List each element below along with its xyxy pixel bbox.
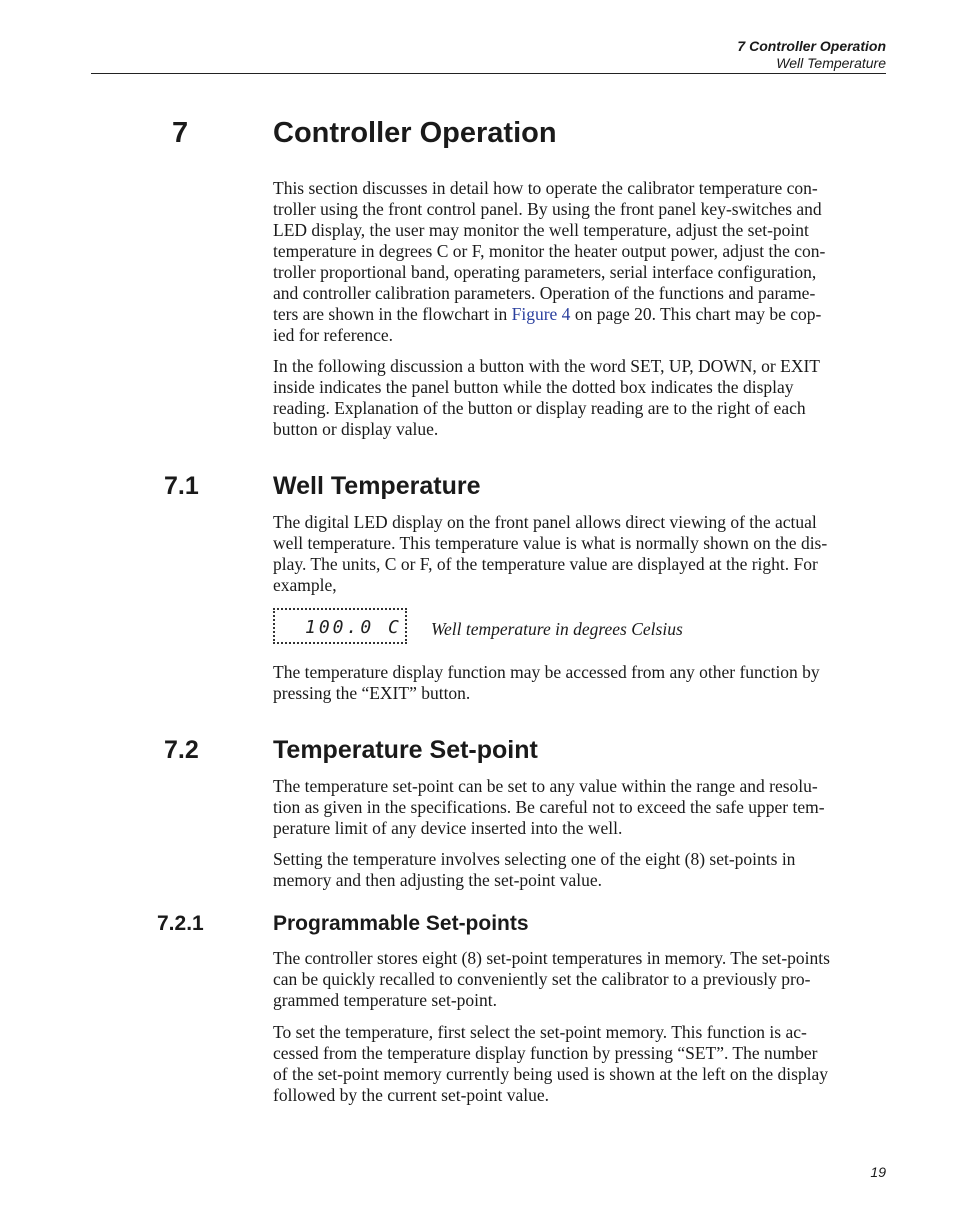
section-7-2-paragraph-2: Setting the temperature involves selecting one of the eight (8) set-points in memory and then adjusting the set-point value. [273,849,796,890]
section-7-1-paragraph-1: The digital LED display on the front panel allows direct viewing of the actual well temperature. This temperature value is what is normally shown on the dis- play. The units, C or F, of the temperature value are displayed at the right. For example, [273,512,828,595]
section-7-1-paragraph-2: The temperature display function may be accessed from any other function by pressing the “EXIT” button. [273,662,820,703]
section-number: 7.2 [164,736,199,764]
led-display-reading [273,608,407,644]
section-number: 7.2.1 [157,912,204,935]
section-7-2-1-paragraph-1: The controller stores eight (8) set-point temperatures in memory. The set-points can be quickly recalled to conveniently set the calibrator to a previously pro- grammed temperature set-point. [273,948,830,1010]
chapter-number: 7 [172,117,189,149]
page-number: 19 [870,1164,886,1180]
section-title: Programmable Set-points [273,912,529,935]
figure-4-link[interactable]: Figure 4 [511,304,571,324]
running-head-section: Well Temperature [776,55,886,71]
chapter-title: Controller Operation [273,117,557,149]
display-value: 100.0 C [305,617,402,638]
section-7-2-paragraph-1: The temperature set-point can be set to any value within the range and resolu- tion as given in the specifications. Be careful not to exceed the safe upper tem- perature limit of any device inserted into the well. [273,776,825,838]
running-head-chapter: 7 Controller Operation [737,38,886,54]
intro-paragraph-1: This section discusses in detail how to operate the calibrator temperature con- troller using the front control panel. By using the front panel key-switches and LED display, the user may monitor the well temperature, adjust the set-point temperature in degrees C or F, monitor the heater output power, adjust the con- troller proportional band, operating parameters, serial interface configuration, and controller calibration parameters. Operation of the functions and parame- ters are shown in the flowchart in Figure 4 on page 20. This chart may be cop- ied for reference. [273,178,826,345]
header-rule [91,73,886,74]
section-title: Well Temperature [273,472,481,500]
section-7-2-1-paragraph-2: To set the temperature, first select the set-point memory. This function is ac- cessed from the temperature display function by pressing “SET”. The number of the set-point memory currently being used is shown at the left on the display followed by the current set-point value. [273,1022,829,1105]
intro-paragraph-2: In the following discussion a button with the word SET, UP, DOWN, or EXIT inside indicates the panel button while the dotted box indicates the display reading. Explanation of the button or display reading are to the right of each button or display value. [273,356,820,439]
section-number: 7.1 [164,472,199,500]
running-head [737,38,886,72]
section-title: Temperature Set-point [273,736,538,764]
display-caption: Well temperature in degrees Celsius [431,619,683,639]
